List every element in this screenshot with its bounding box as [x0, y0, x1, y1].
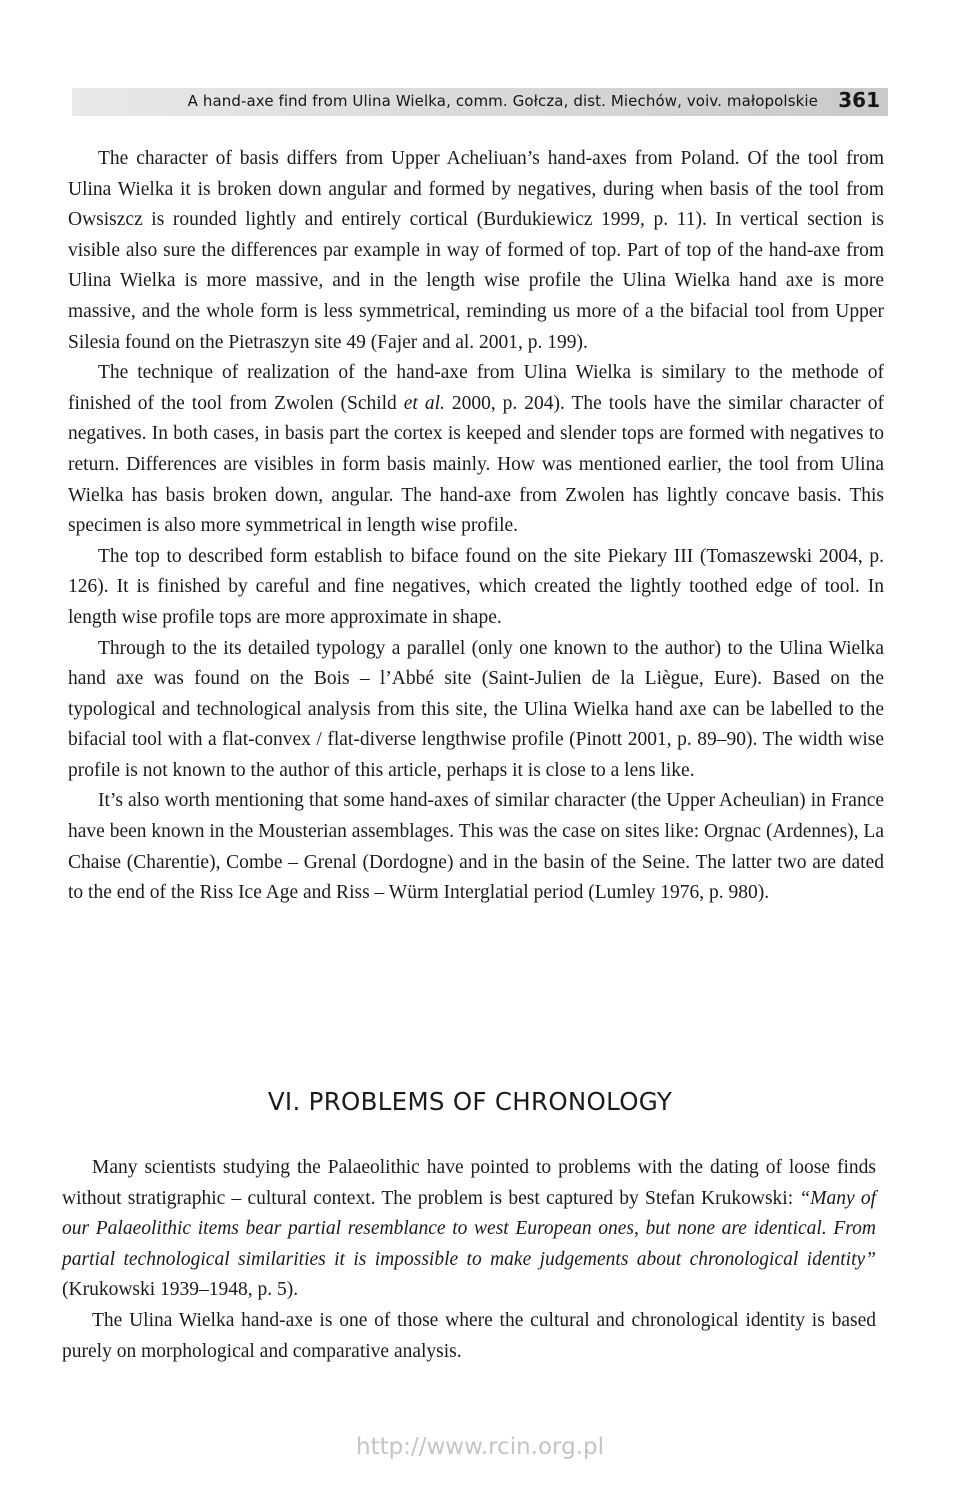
paragraph-krukowski — [62, 1153, 876, 1306]
paragraph-bois-labbe: Through to the its detailed typology a parallel (only one known to the author) to the Ulina Wielka hand axe was found on the Bois – l’Abbé site (Saint-Julien de la Liègue, Eure). Based on the typological and technological analysis from this site, the Ulina Wielka hand axe can be labelled to the bifacial tool with a flat-convex / flat-diverse lengthwise profile (Pinott 2001, p. 89–90). The width wise profile is not known to the author of this article, perhaps it is close to a lens like. — [68, 637, 884, 781]
krukowski-quote: “Many of our Palaeolithic items bear partial resemblance to west European ones, but none are identical. From partial technological similarities it is impossible to make judgements about chronological identity” — [62, 1187, 876, 1270]
section-heading: VI. PROBLEMS OF CHRONOLOGY — [267, 1087, 673, 1116]
paragraph-mousterian: It’s also worth mentioning that some hand-axes of similar character (the Upper Acheulian) in France have been known in the Mousterian assemblages. This was the case on sites like: Orgnac (Ardennes), La Chaise (Charentie), Combe – Grenal (Dordogne) and in the basin of the Seine. The latter two are dated to the end of the Riss Ice Age and Riss – Würm Interglatial period (Lumley 1976, p. 980). — [68, 790, 884, 904]
body-text-upper — [68, 144, 884, 909]
running-header — [72, 88, 888, 116]
paragraph-technique-zwolen — [68, 358, 884, 542]
paragraph-technique-text-2: 2000, p. 204). The tools have the similar character of negatives. In both cases, in basis part the cortex is keeped and slender tops are formed with negatives to return. Differences are visibles in form basis mainly. How was mentioned earlier, the tool from Ulina Wielka has basis broken down, angular. The hand-axe from Zwolen has lightly concave basis. This specimen is also more symmetrical in length wise profile. — [68, 392, 884, 537]
paragraph-krukowski-text-2: (Krukowski 1939–1948, p. 5). — [62, 1279, 299, 1301]
paragraph-piekary: The top to described form establish to biface found on the site Piekary III (Tomaszewski 2004, p. 126). It is finished by careful and fine negatives, which created the lightly toothed edge of tool. In length wise profile tops are more approximate in shape. — [68, 545, 884, 628]
running-header-title: A hand-axe find from Ulina Wielka, comm. Gołcza, dist. Miechów, voiv. małopolskie — [187, 92, 818, 110]
body-text-lower — [62, 1153, 876, 1367]
watermark-url: http://www.rcin.org.pl — [356, 1434, 604, 1460]
paragraph-technique-italic: et al. — [403, 392, 445, 414]
paragraph-krukowski-text-1: Many scientists studying the Palaeolithic have pointed to problems with the dating of loose finds without stratigraphic – cultural context. The problem is best captured by Stefan Krukowski: — [62, 1157, 876, 1209]
paragraph-basis-character: The character of basis differs from Upper Acheliuan’s hand-axes from Poland. Of the tool from Ulina Wielka it is broken down angular and formed by negatives, during when basis of the tool from Owsiszcz is rounded lightly and entirely cortical (Burdukiewicz 1999, p. 11). In vertical section is visible also sure the differences par example in way of formed of top. Part of top of the hand-axe from Ulina Wielka is more massive, and in the length wise profile the Ulina Wielka hand axe is more massive, and the whole form is less symmetrical, reminding us more of a the bifacial tool from Upper Silesia found on the Pietraszyn site 49 (Fajer and al. 2001, p. 199). — [68, 148, 884, 353]
paragraph-technique-text-1: The technique of realization of the hand-axe from Ulina Wielka is similary to the methode of finished of the tool from Zwolen (Schild — [68, 362, 884, 414]
paragraph-ulina-identity: The Ulina Wielka hand-axe is one of those where the cultural and chronological identity is based purely on morphological and comparative analysis. — [62, 1309, 876, 1362]
page-number: 361 — [838, 88, 880, 112]
